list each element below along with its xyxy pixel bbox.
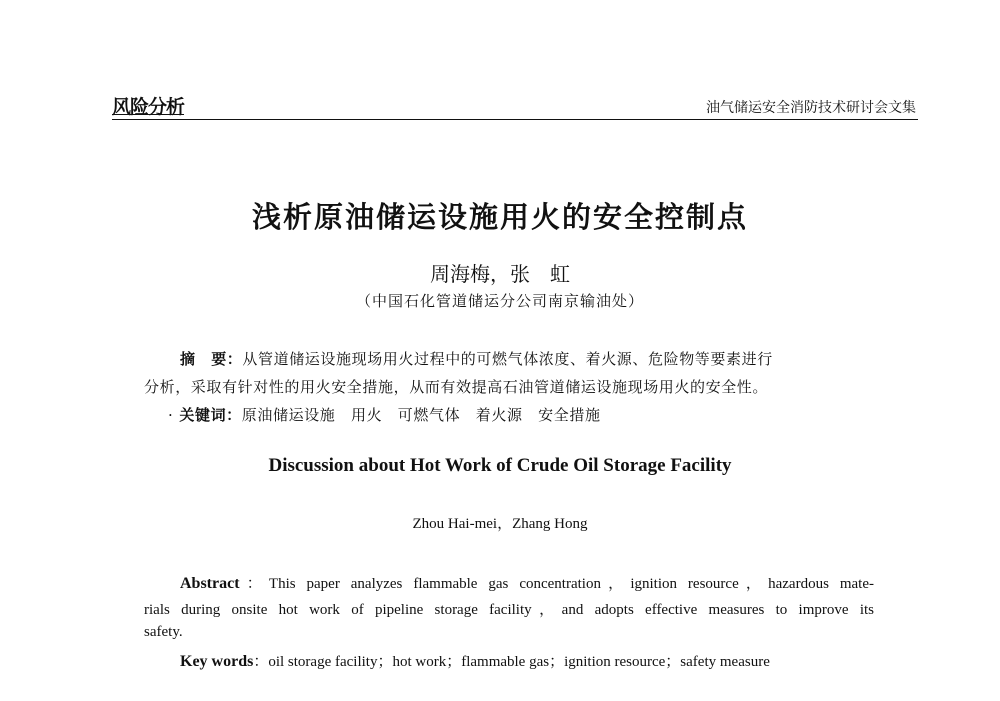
keywords-cn-line bbox=[168, 404, 601, 425]
abstract-en-line-1 bbox=[180, 572, 874, 593]
keywords-en-label: Key words bbox=[180, 653, 254, 670]
abstract-en-line-3: safety. bbox=[144, 624, 183, 640]
section-label: 风险分析 bbox=[112, 96, 185, 118]
bullet-dot: · bbox=[168, 406, 174, 424]
journal-name: 油气储运安全消防技术研讨会文集 bbox=[706, 100, 916, 116]
keywords-cn-label: 关键词： bbox=[179, 406, 242, 424]
affiliation-cn: （中国石化管道储运分公司南京输油处） bbox=[355, 292, 644, 310]
authors-en: Zhou Hai-mei，Zhang Hong bbox=[412, 516, 588, 532]
paper-title-cn: 浅析原油储运设施用火的安全控制点 bbox=[251, 200, 748, 234]
abstract-cn-line-1 bbox=[180, 348, 773, 369]
abstract-en-text-1: ：This paper analyzes flammable gas concentration，ignition resource，hazardous mate- bbox=[239, 576, 874, 592]
authors-cn: 周海梅，张 虹 bbox=[430, 262, 570, 286]
abstract-cn-text-1: 从管道储运设施现场用火过程中的可燃气体浓度、着火源、危险物等要素进行 bbox=[242, 350, 773, 368]
header-rule bbox=[112, 119, 918, 120]
abstract-cn-label: 摘 要： bbox=[180, 350, 243, 368]
abstract-cn-line-2: 分析，采取有针对性的用火安全措施，从而有效提高石油管道储运设施现场用火的安全性。 bbox=[144, 378, 769, 396]
keywords-en-text: ：oil storage facility；hot work；flammable gas；ignition resource；safety measure bbox=[253, 654, 770, 670]
paper-title-en: Discussion about Hot Work of Crude Oil Storage Facility bbox=[268, 455, 732, 476]
abstract-en-line-2: rials during onsite hot work of pipeline storage facility，and adopts effective measures to improve its bbox=[144, 602, 874, 618]
keywords-cn-text: 原油储运设施 用火 可燃气体 着火源 安全措施 bbox=[241, 406, 601, 424]
abstract-en-label: Abstract bbox=[180, 575, 240, 592]
keywords-en-line bbox=[180, 650, 874, 671]
